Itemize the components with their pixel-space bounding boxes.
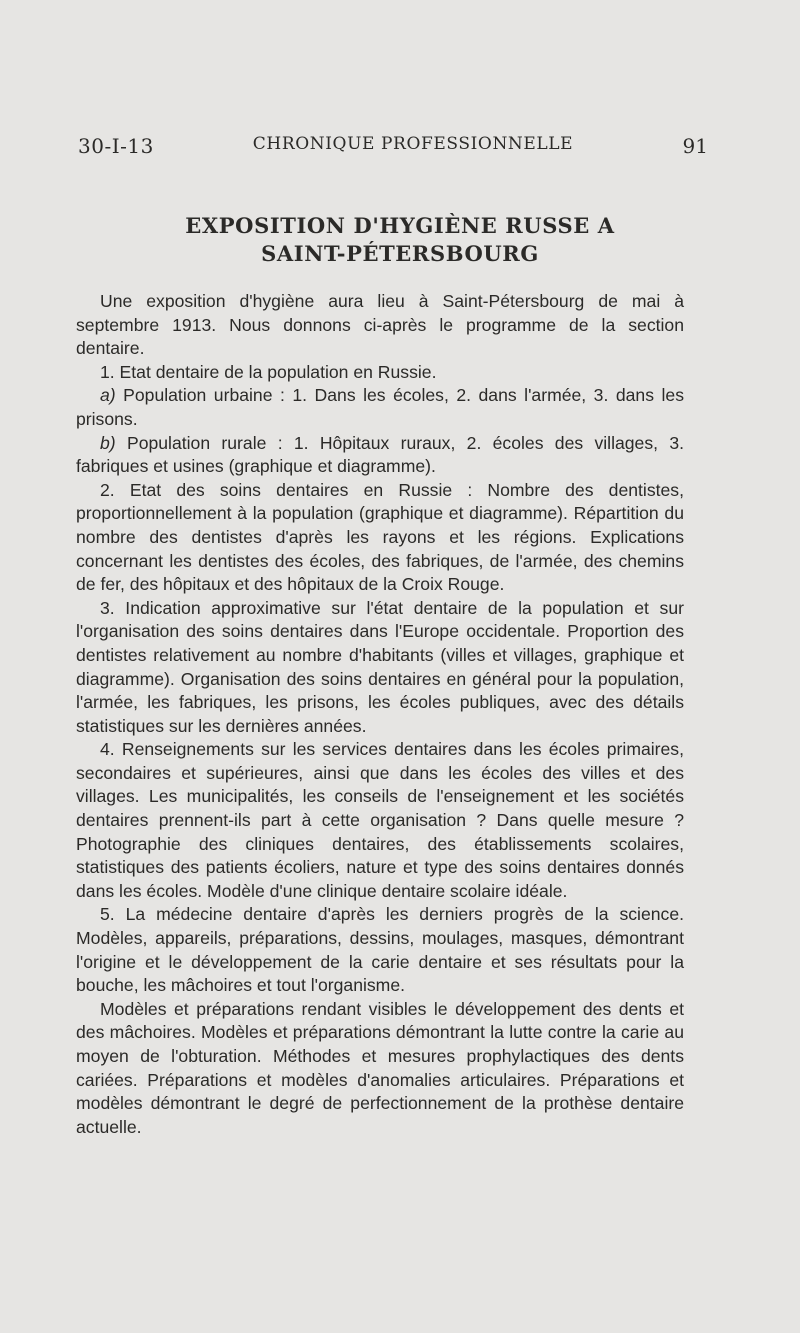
paragraph-item-1b (76, 432, 684, 479)
header-section-title: CHRONIQUE PROFESSIONNELLE (252, 134, 574, 154)
paragraph-item-1a (76, 384, 684, 431)
article-body (76, 290, 684, 1139)
article-title-line-2: SAINT-PÉTERSBOURG (261, 241, 539, 266)
item-text-a: Population urbaine : 1. Dans les écoles, 2. dans l'armée, 3. dans les prisons. (76, 385, 684, 429)
paragraph-item-2: 2. Etat des soins dentaires en Russie : Nombre des dentistes, proportionnellement à la population (graphique et diagramme). Répartition du nombre des dentistes d'après les rayons et les régions. Explications concernant les dentistes des écoles, des fabriques, de l'armée, des chemins de fer, des hôpitaux et des hôpitaux de la Croix Rouge. (76, 479, 684, 595)
article-title-line-1: EXPOSITION D'HYGIÈNE RUSSE A (185, 213, 615, 238)
running-header (78, 134, 708, 164)
paragraph-item-1: 1. Etat dentaire de la population en Russie. (100, 361, 437, 382)
item-label-b: b) (100, 432, 116, 453)
article-title (70, 212, 730, 268)
header-date: 30-I-13 (78, 134, 154, 158)
paragraph-item-3: 3. Indication approximative sur l'état dentaire de la population et sur l'organisation des soins dentaires dans l'Europe occidentale. Proportion des dentistes relativement au nombre d'habitants (villes et villages, graphique et diagramme). Organisation des soins dentaires en général pour la population, l'armée, les fabriques, les prisons, les écoles publiques, avec des détails statistiques sur les dernières années. (76, 597, 684, 736)
paragraph-models: Modèles et préparations rendant visibles le développement des dents et des mâchoires. Modèles et préparations démontrant la lutte contre la carie au moyen de l'obturation. Méthodes et mesures prophylactiques des dents cariées. Préparations et modèles d'anomalies articulaires. Préparations et modèles démontrant le degré de perfectionnement de la prothèse dentaire actuelle. (76, 998, 684, 1137)
item-label-a: a) (100, 385, 116, 406)
intro-paragraph: Une exposition d'hygiène aura lieu à Saint-Pétersbourg de mai à septembre 1913. Nous donnons ci-après le programme de la section dentaire. (76, 291, 684, 359)
item-text-b: Population rurale : 1. Hôpitaux ruraux, 2. écoles des villages, 3. fabriques et usines (graphique et diagramme). (76, 432, 684, 477)
paragraph-item-4: 4. Renseignements sur les services dentaires dans les écoles primaires, secondaires et supérieures, ainsi que dans les écoles des villes et des villages. Les municipalités, les conseils de l'enseignement et les sociétés dentaires prennent-ils part à cette organisation ? Dans quelle mesure ? Photographie des cliniques dentaires, des établissements scolaires, statistiques des patients écoliers, nature et type des soins dentaires donnés dans les écoles. Modèle d'une clinique dentaire scolaire idéale. (76, 739, 684, 901)
paragraph-item-5: 5. La médecine dentaire d'après les derniers progrès de la science. Modèles, appareils, préparations, dessins, moulages, masques, démontrant l'origine et le développement de la carie dentaire et ses résultats pour la bouche, les mâchoires et tout l'organisme. (76, 904, 684, 996)
page-number: 91 (682, 134, 708, 158)
